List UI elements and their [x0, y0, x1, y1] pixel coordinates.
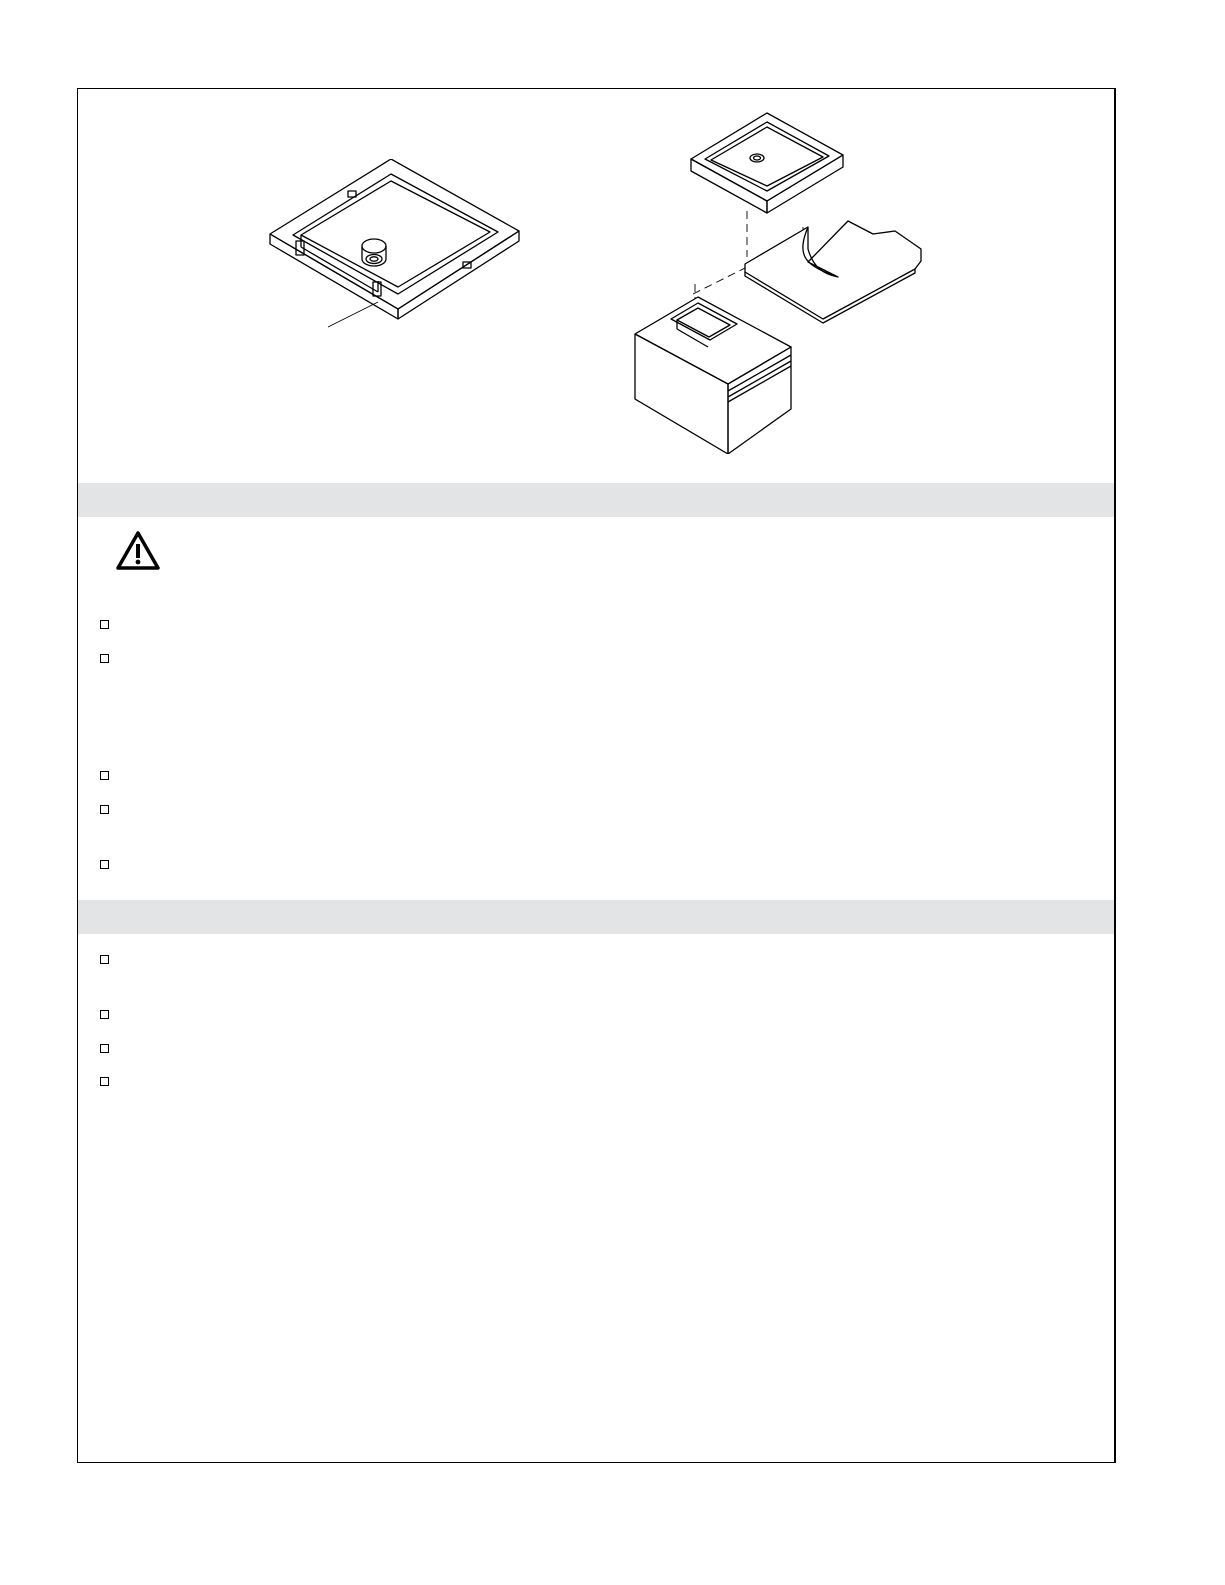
- checkbox-icon[interactable]: [100, 955, 109, 964]
- checkbox-icon[interactable]: [100, 771, 109, 780]
- checkbox-icon[interactable]: [100, 860, 109, 869]
- sink-underside-illustration: [268, 159, 528, 339]
- page-frame: [77, 88, 1116, 1463]
- checkbox-icon[interactable]: [100, 805, 109, 814]
- checkbox-icon[interactable]: [100, 620, 109, 629]
- exploded-install-illustration: [633, 109, 933, 454]
- checkbox-icon[interactable]: [100, 654, 109, 663]
- checkbox-icon[interactable]: [100, 1077, 109, 1086]
- checkbox-icon[interactable]: [100, 1044, 109, 1053]
- section-header-band-1: [78, 483, 1114, 517]
- section-header-band-2: [78, 900, 1114, 934]
- warning-triangle-icon: [115, 530, 161, 572]
- checkbox-icon[interactable]: [100, 1010, 109, 1019]
